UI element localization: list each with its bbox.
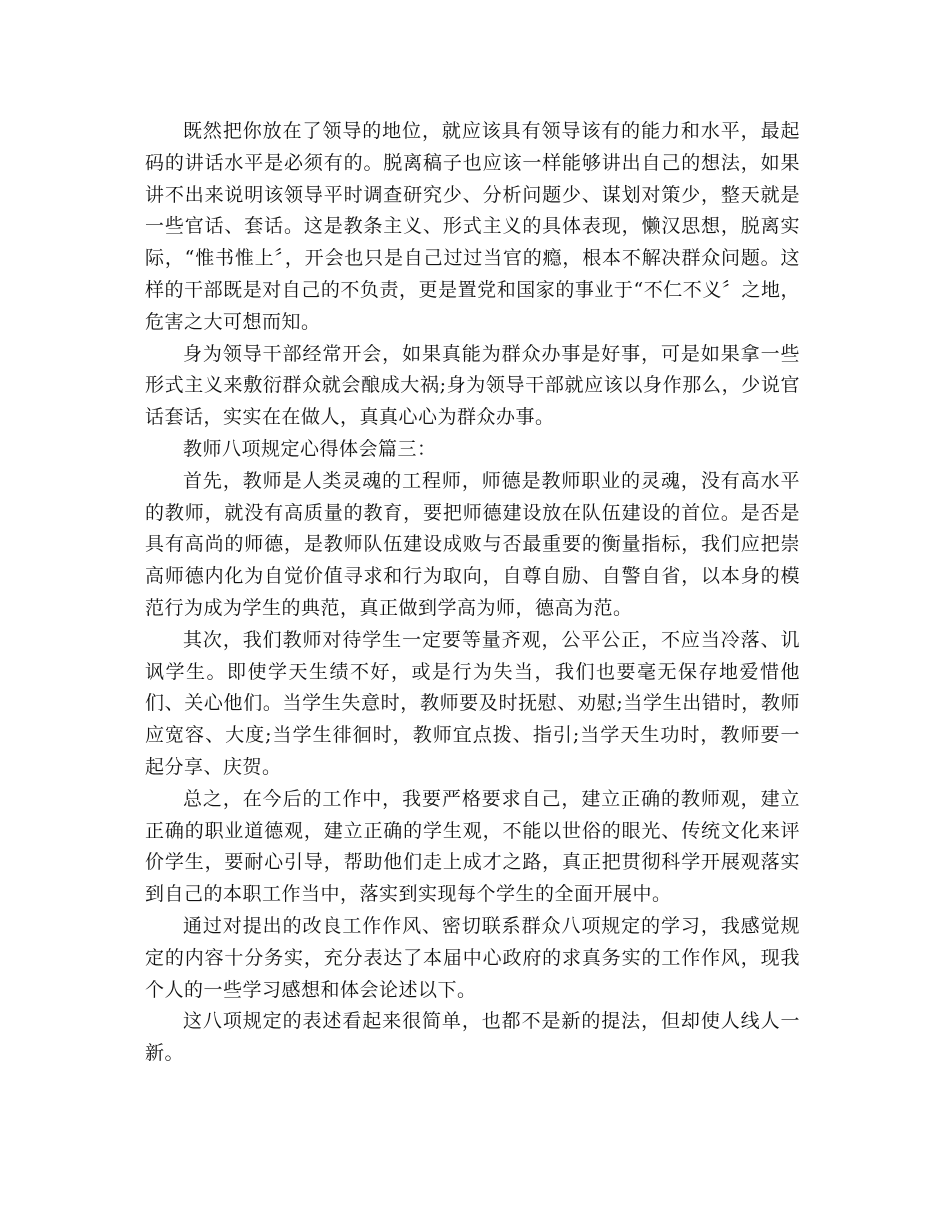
paragraph-5: 总之，在今后的工作中，我要严格要求自己，建立正确的教师观，建立正确的职业道德观，建立正确的学生观，不能以世俗的眼光、传统文化来评价学生，要耐心引导，帮助他们走上成才之路，真正把贯彻科学开展观落实到自己的本职工作当中，落实到实现每个学生的全面开展中。 bbox=[145, 787, 800, 906]
paragraph-6: 通过对提出的改良工作作风、密切联系群众八项规定的学习，我感觉规定的内容十分务实，充分表达了本届中心政府的求真务实的工作作风，现我个人的一些学习感想和体会论述以下。 bbox=[145, 914, 800, 1001]
document-body bbox=[145, 116, 800, 1070]
paragraph-2: 身为领导干部经常开会，如果真能为群众办事是好事，可是如果拿一些形式主义来敷衍群众就会酿成大祸;身为领导干部就应该以身作那么，少说官话套话，实实在在做人，真真心心为群众办事。 bbox=[145, 342, 800, 429]
section-heading: 教师八项规定心得体会篇三： bbox=[183, 437, 437, 460]
paragraph-3: 首先，教师是人类灵魂的工程师，师德是教师职业的灵魂，没有高水平的教师，就没有高质量的教育，要把师德建设放在队伍建设的首位。是否是具有高尚的师德，是教师队伍建设成败与否最重要的衡量指标，我们应把崇高师德内化为自觉价值寻求和行为取向，自尊自励、自警自省，以本身的模范行为成为学生的典范，真正做到学高为师，德高为范。 bbox=[145, 469, 800, 619]
paragraph-1: 既然把你放在了领导的地位，就应该具有领导该有的能力和水平，最起码的讲话水平是必须有的。脱离稿子也应该一样能够讲出自己的想法，如果讲不出来说明该领导平时调查研究少、分析问题少、谋划对策少，整天就是一些官话、套话。这是教条主义、形式主义的具体表现，懒汉思想，脱离实际，“惟书惟上〞，开会也只是自己过过当官的瘾，根本不解决群众问题。这样的干部既是对自己的不负责，更是置党和国家的事业于“不仁不义〞之地，危害之大可想而知。 bbox=[145, 120, 800, 333]
paragraph-4: 其次，我们教师对待学生一定要等量齐观，公平公正，不应当冷落、讥讽学生。即使学天生绩不好，或是行为失当，我们也要毫无保存地爱惜他们、关心他们。当学生失意时，教师要及时抚慰、劝慰;当学生出错时，教师应宽容、大度;当学生徘徊时，教师宜点拨、指引;当学天生功时，教师要一起分享、庆贺。 bbox=[145, 628, 800, 778]
paragraph-7: 这八项规定的表述看起来很简单，也都不是新的提法，但却使人线人一新。 bbox=[145, 1010, 800, 1065]
